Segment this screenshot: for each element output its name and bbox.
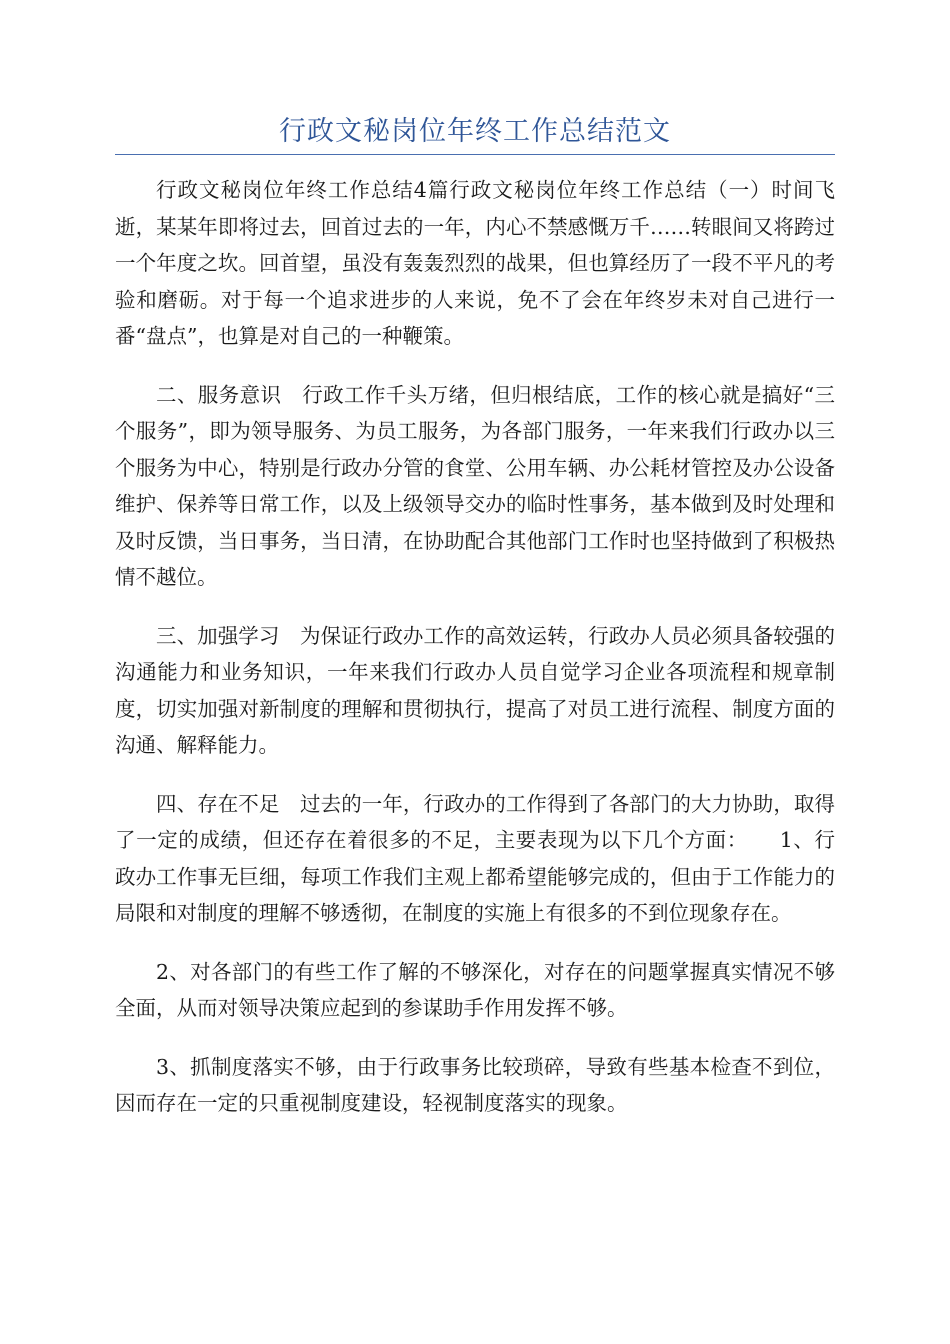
paragraph-point-3: 3、抓制度落实不够，由于行政事务比较琐碎，导致有些基本检查不到位，因而存在一定的只重视制度建设，轻视制度落实的现象。 <box>115 1054 835 1115</box>
document-title: 行政文秘岗位年终工作总结范文 <box>279 116 671 147</box>
paragraph-service: 二、服务意识 行政工作千头万绪，但归根结底，工作的核心就是搞好“三个服务”，即为领导服务、为员工服务，为各部门服务，一年来我们行政办以三个服务为中心，特别是行政办分管的食堂、公用车辆、办公耗材管控及办公设备维护、保养等日常工作，以及上级领导交办的临时性事务，基本做到及时处理和及时反馈，当日事务，当日清，在协助配合其他部门工作时也坚持做到了积极热情不越位。 <box>115 382 835 589</box>
paragraph-shortcomings: 四、存在不足 过去的一年，行政办的工作得到了各部门的大力协助，取得了一定的成绩，但还存在着很多的不足，主要表现为以下几个方面： 1、行政办工作事无巨细，每项工作我们主观上都希望能够完成的，但由于工作能力的局限和对制度的理解不够透彻，在制度的实施上有很多的不到位现象存在。 <box>115 791 835 925</box>
document-body <box>115 172 835 1144</box>
paragraph-point-2: 2、对各部门的有些工作了解的不够深化，对存在的问题掌握真实情况不够全面，从而对领导决策应起到的参谋助手作用发挥不够。 <box>115 959 835 1020</box>
paragraph-learning: 三、加强学习 为保证行政办工作的高效运转，行政办人员必须具备较强的沟通能力和业务知识，一年来我们行政办人员自觉学习企业各项流程和规章制度，切实加强对新制度的理解和贯彻执行，提高了对员工进行流程、制度方面的沟通、解释能力。 <box>115 623 835 757</box>
paragraph-intro: 行政文秘岗位年终工作总结4篇行政文秘岗位年终工作总结（一）时间飞逝，某某年即将过去，回首过去的一年，内心不禁感慨万千……转眼间又将跨过一个年度之坎。回首望，虽没有轰轰烈烈的战果，但也算经历了一段不平凡的考验和磨砺。对于每一个追求进步的人来说，免不了会在年终岁未对自己进行一番“盘点”，也算是对自己的一种鞭策。 <box>115 178 835 348</box>
title-divider <box>115 154 835 155</box>
